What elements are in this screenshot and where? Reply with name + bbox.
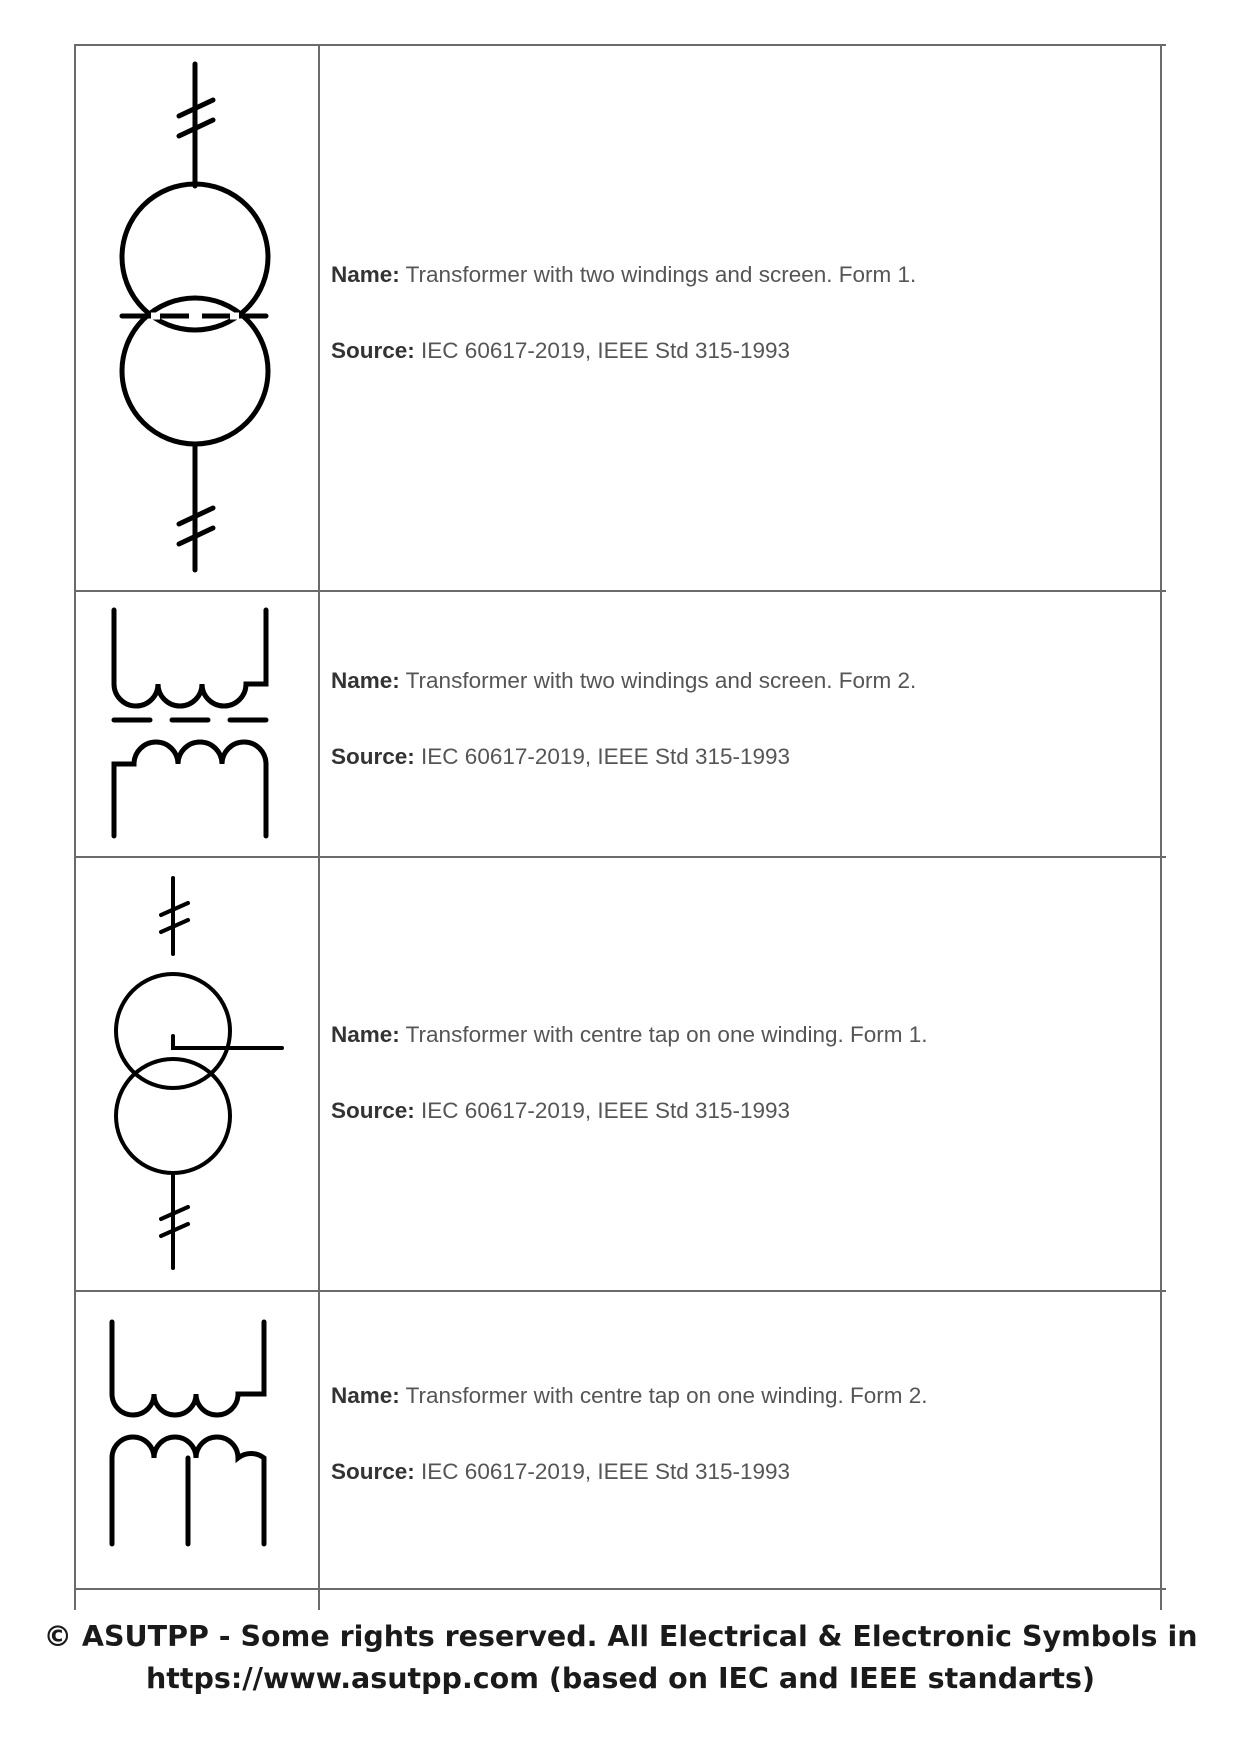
row-2-source [331,744,790,770]
source-label: Source: [331,338,415,363]
transformer-screen-form1-icon [76,46,316,588]
copyright-footer [0,1616,1241,1700]
source-label: Source: [331,1098,415,1123]
transformer-centre-tap-form1-icon [76,858,316,1288]
source-value: IEC 60617-2019, IEEE Std 315-1993 [421,338,791,363]
row-4-name [331,1383,928,1409]
footer-line-2: https://www.asutpp.com (based on IEC and IEEE standarts) [145,1662,1096,1695]
source-label: Source: [331,744,415,769]
source-value: IEC 60617-2019, IEEE Std 315-1993 [421,1459,791,1484]
column-divider [318,44,320,1610]
transformer-screen-form2-icon [76,592,316,854]
name-value: Transformer with centre tap on one winding. Form 1. [405,1022,928,1047]
row-divider [74,1588,1166,1590]
name-label: Name: [331,1022,400,1047]
name-label: Name: [331,262,400,287]
name-value: Transformer with centre tap on one winding. Form 2. [405,1383,928,1408]
row-1-name [331,262,916,288]
name-label: Name: [331,1383,400,1408]
row-3-source [331,1098,790,1124]
name-label: Name: [331,668,400,693]
source-value: IEC 60617-2019, IEEE Std 315-1993 [421,1098,791,1123]
row-3-name [331,1022,928,1048]
row-2-name [331,668,916,694]
row-4-source [331,1459,790,1485]
transformer-centre-tap-form2-icon [76,1292,316,1586]
footer-line-1: © ASUTPP - Some rights reserved. All Electrical & Electronic Symbols in [43,1620,1198,1653]
source-value: IEC 60617-2019, IEEE Std 315-1993 [421,744,791,769]
name-value: Transformer with two windings and screen. Form 1. [405,262,917,287]
table-border-right [1160,44,1162,1610]
source-label: Source: [331,1459,415,1484]
name-value: Transformer with two windings and screen. Form 2. [405,668,917,693]
row-1-source [331,338,790,364]
